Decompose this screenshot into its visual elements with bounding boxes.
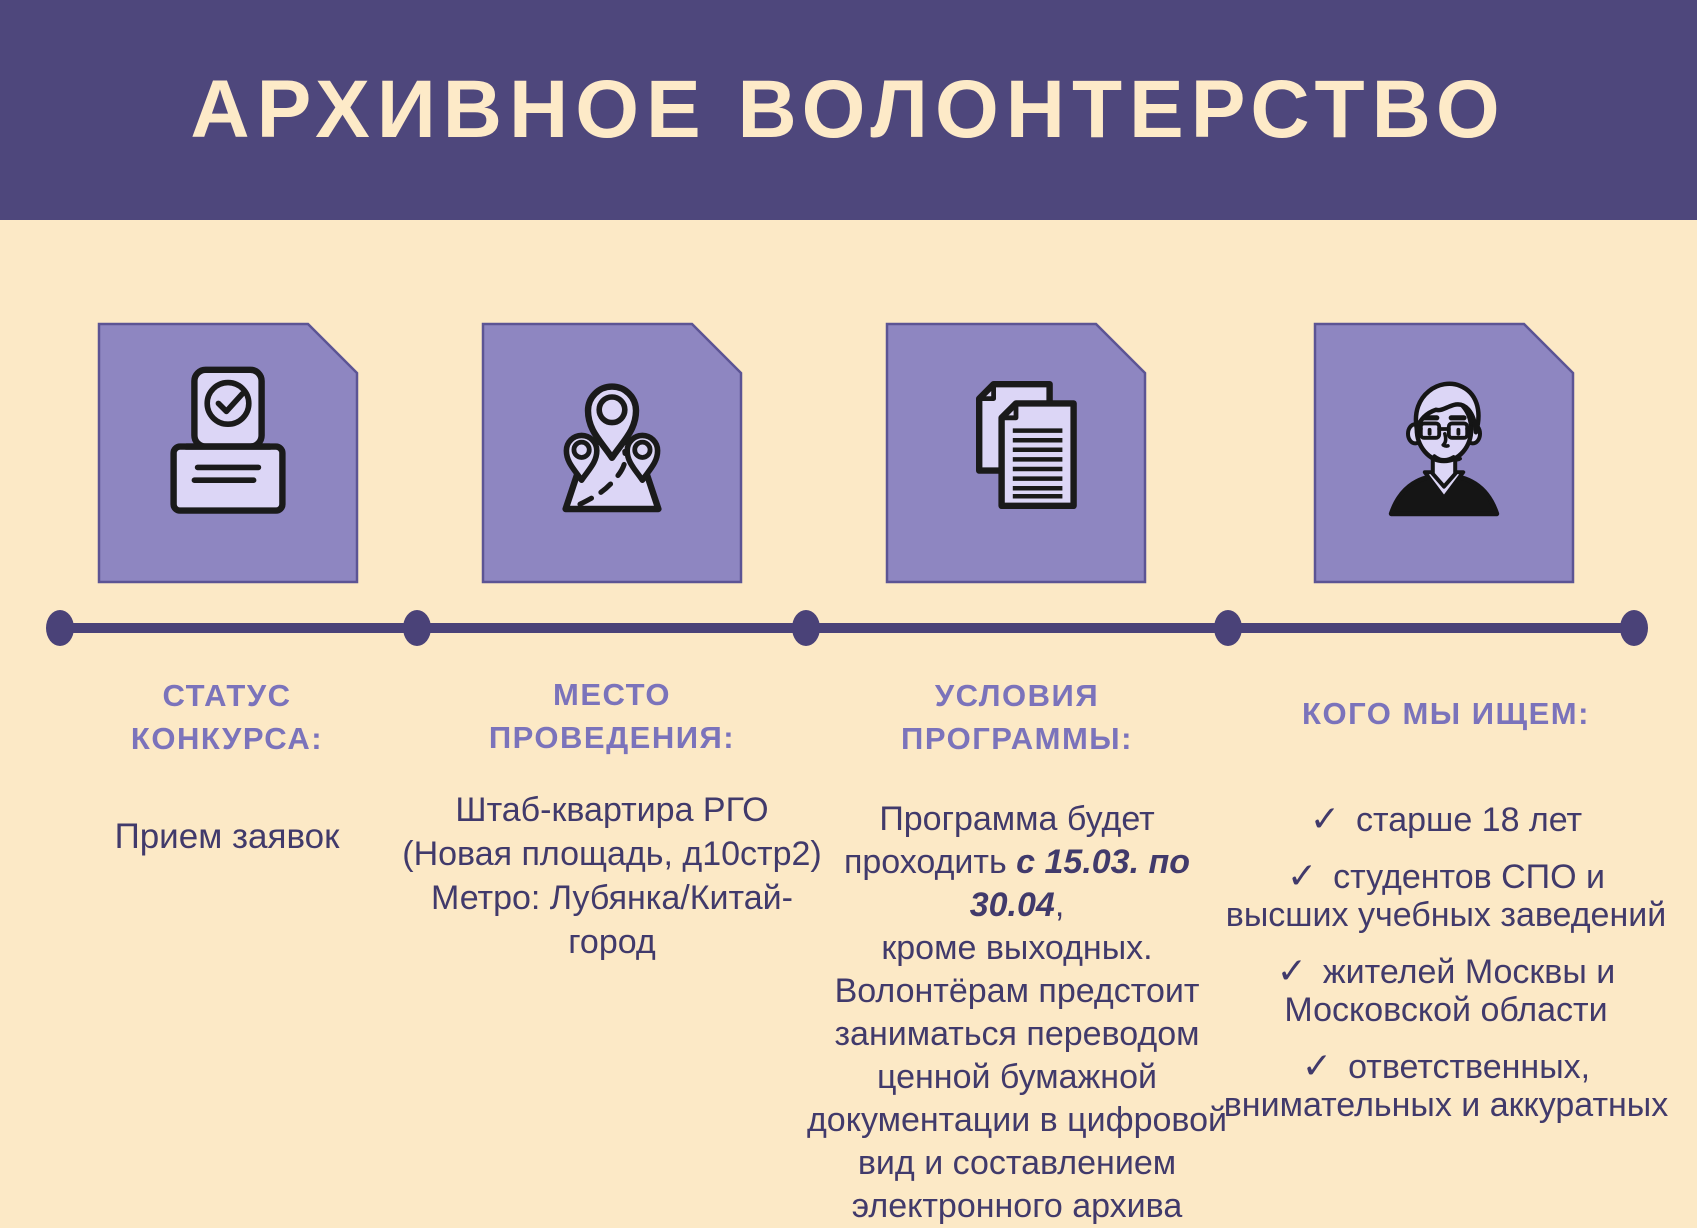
page-title: АРХИВНОЕ ВОЛОНТЕРСТВО bbox=[190, 64, 1507, 155]
card-location bbox=[481, 322, 743, 584]
card-who-we-seek bbox=[1313, 322, 1575, 584]
contest-status-value: Прием заявок bbox=[114, 817, 340, 856]
terms-line: заниматься переводом bbox=[834, 1015, 1200, 1053]
timeline-line bbox=[57, 623, 1637, 633]
column-heading: СТАТУС КОНКУРСА: bbox=[130, 678, 324, 756]
list-item bbox=[1220, 952, 1672, 1029]
requirement-text: студентов СПО и bbox=[1333, 858, 1605, 896]
checkmark-icon: ✓ bbox=[1309, 798, 1341, 839]
timeline-dot bbox=[1214, 610, 1242, 646]
column-location bbox=[392, 673, 832, 964]
requirement-text: высших учебных заведений bbox=[1225, 896, 1667, 934]
program-terms-text bbox=[805, 798, 1229, 1228]
timeline-dot bbox=[403, 610, 431, 646]
column-heading: КОГО МЫ ИЩЕМ: bbox=[1302, 696, 1590, 731]
map-pins-icon bbox=[481, 322, 743, 584]
address-line: Штаб-квартира РГО bbox=[455, 791, 769, 829]
timeline-dot bbox=[792, 610, 820, 646]
terms-line: Волонтёрам предстоит bbox=[834, 972, 1200, 1010]
terms-line: документации в цифровой bbox=[806, 1101, 1228, 1139]
requirement-text: жителей Москвы и bbox=[1322, 953, 1616, 991]
terms-line: ценной бумажной bbox=[877, 1058, 1157, 1096]
checkmark-icon: ✓ bbox=[1301, 1045, 1333, 1086]
terms-line: вид и составлением bbox=[857, 1144, 1177, 1182]
card-program-terms bbox=[885, 322, 1147, 584]
checkmark-icon: ✓ bbox=[1276, 950, 1307, 991]
location-address bbox=[392, 788, 832, 964]
column-who-we-seek bbox=[1220, 692, 1672, 1142]
address-line: город bbox=[568, 923, 656, 961]
requirements-list bbox=[1220, 800, 1672, 1124]
column-heading: МЕСТО ПРОВЕДЕНИЯ: bbox=[488, 677, 736, 755]
requirement-text: ответственных, bbox=[1348, 1048, 1591, 1086]
terms-line: электронного архива bbox=[851, 1187, 1183, 1225]
requirement-text: Московской области bbox=[1284, 991, 1608, 1029]
header-band bbox=[0, 0, 1697, 220]
column-heading: УСЛОВИЯ ПРОГРАММЫ: bbox=[901, 678, 1133, 756]
checkmark-icon: ✓ bbox=[1286, 855, 1318, 896]
program-dates: с 15.03. по 30.04 bbox=[969, 843, 1191, 924]
requirement-text: старше 18 лет bbox=[1356, 801, 1583, 839]
requirement-text: внимательных и аккуратных bbox=[1223, 1086, 1669, 1124]
stacked-documents-icon bbox=[885, 322, 1147, 584]
terms-line: Программа будет bbox=[879, 800, 1155, 838]
terms-line: кроме выходных. bbox=[881, 929, 1153, 967]
ballot-box-icon bbox=[97, 322, 359, 584]
address-line: (Новая площадь, д10стр2) bbox=[402, 835, 822, 873]
address-line: Метро: Лубянка/Китай- bbox=[431, 879, 793, 917]
column-contest-status bbox=[40, 674, 414, 894]
timeline-dot bbox=[1620, 610, 1648, 646]
column-program-terms bbox=[805, 674, 1229, 1228]
terms-line-dates: проходить с 15.03. по 30.04, bbox=[843, 843, 1191, 924]
list-item bbox=[1220, 800, 1672, 839]
card-application-status bbox=[97, 322, 359, 584]
volunteer-portrait-icon bbox=[1313, 322, 1575, 584]
list-item bbox=[1220, 1047, 1672, 1124]
list-item bbox=[1220, 857, 1672, 934]
timeline-dot bbox=[46, 610, 74, 646]
